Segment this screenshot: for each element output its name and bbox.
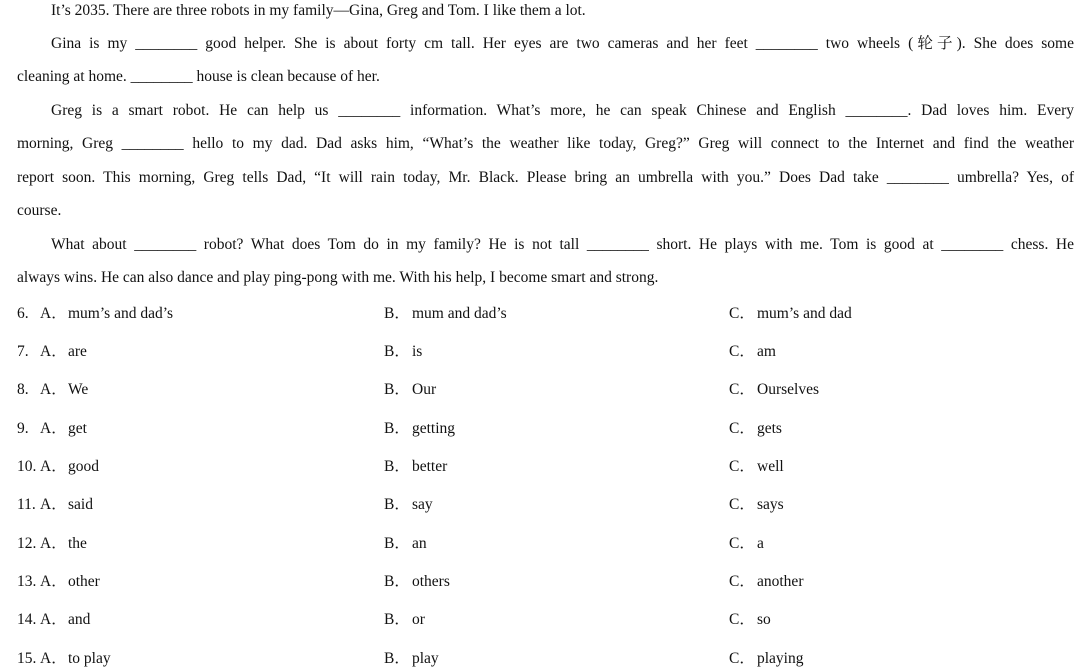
option-b[interactable] (384, 647, 439, 671)
option-letter: A． (40, 535, 67, 552)
question-row (17, 570, 1077, 594)
option-c[interactable] (729, 493, 784, 517)
option-text: so (757, 611, 771, 628)
option-text: or (412, 611, 425, 628)
option-text: playing (757, 650, 804, 667)
option-b[interactable] (384, 378, 436, 402)
option-letter: A． (40, 496, 67, 513)
option-text: to play (68, 650, 111, 667)
option-letter: C． (729, 611, 755, 628)
option-letter: C． (729, 535, 755, 552)
option-letter: B． (384, 381, 410, 398)
option-letter: B． (384, 496, 410, 513)
option-b[interactable] (384, 532, 427, 556)
option-c[interactable] (729, 378, 819, 402)
option-letter: B． (384, 420, 410, 437)
option-letter: A． (40, 305, 67, 322)
question-number: 11. (17, 496, 36, 513)
question-number: 10. (17, 458, 37, 475)
option-c[interactable] (729, 532, 764, 556)
option-letter: C． (729, 420, 755, 437)
option-letter: A． (40, 650, 67, 667)
option-text: better (412, 458, 448, 475)
question-number: 15. (17, 650, 37, 667)
option-text: is (412, 343, 423, 360)
option-a[interactable] (40, 493, 93, 517)
passage-line: It’s 2035. There are three robots in my family—Gina, Greg and Tom. I like them a lot. (51, 2, 586, 19)
question-number: 13. (17, 573, 37, 590)
option-a[interactable] (40, 455, 99, 479)
question-number: 7. (17, 343, 29, 360)
option-a[interactable] (40, 608, 90, 632)
option-a[interactable] (40, 302, 173, 326)
question-row (17, 647, 1077, 671)
passage-line: report soon. This morning, Greg tells Dad, “It will rain today, Mr. Black. Please bring an umbrella with you.” Does Dad take ________ umbrella? Yes, of (17, 169, 1074, 186)
option-text: gets (757, 420, 782, 437)
option-text: good (68, 458, 99, 475)
option-text: says (757, 496, 784, 513)
question-number: 6. (17, 305, 29, 322)
option-letter: C． (729, 496, 755, 513)
option-text: mum’s and dad (757, 305, 852, 322)
option-a[interactable] (40, 417, 87, 441)
passage-line: cleaning at home. ________ house is clean because of her. (17, 68, 380, 85)
option-letter: A． (40, 611, 67, 628)
question-row (17, 302, 1077, 326)
option-c[interactable] (729, 570, 803, 594)
question-row (17, 455, 1077, 479)
option-text: other (68, 573, 100, 590)
option-letter: B． (384, 573, 410, 590)
passage-line: Greg is a smart robot. He can help us ________ information. What’s more, he can speak Chinese and English ________. Dad loves him. Every (51, 102, 1074, 119)
option-c[interactable] (729, 647, 804, 671)
option-letter: A． (40, 573, 67, 590)
option-letter: B． (384, 305, 410, 322)
option-text: the (68, 535, 87, 552)
option-text: say (412, 496, 433, 513)
option-b[interactable] (384, 493, 433, 517)
option-b[interactable] (384, 302, 507, 326)
option-c[interactable] (729, 455, 784, 479)
option-text: mum and dad’s (412, 305, 507, 322)
option-letter: B． (384, 611, 410, 628)
option-c[interactable] (729, 302, 852, 326)
option-b[interactable] (384, 417, 455, 441)
option-letter: C． (729, 573, 755, 590)
question-row (17, 532, 1077, 556)
option-text: Ourselves (757, 381, 819, 398)
passage-line: always wins. He can also dance and play ping-pong with me. With his help, I become smart and strong. (17, 269, 659, 286)
passage-line: Gina is my ________ good helper. She is about forty cm tall. Her eyes are two cameras and her feet ________ two wheels (轮子). She does some (51, 35, 1074, 52)
question-number: 8. (17, 381, 29, 398)
question-number: 14. (17, 611, 37, 628)
option-letter: C． (729, 458, 755, 475)
question-row (17, 608, 1077, 632)
option-c[interactable] (729, 608, 771, 632)
option-letter: A． (40, 381, 67, 398)
option-letter: A． (40, 420, 67, 437)
question-row (17, 340, 1077, 364)
option-text: am (757, 343, 776, 360)
option-a[interactable] (40, 532, 87, 556)
option-b[interactable] (384, 608, 425, 632)
option-text: mum’s and dad’s (68, 305, 174, 322)
passage-line: What about ________ robot? What does Tom do in my family? He is not tall ________ short. He plays with me. Tom is good at ________ chess. He (51, 236, 1074, 253)
question-row (17, 417, 1077, 441)
option-letter: A． (40, 458, 67, 475)
option-letter: B． (384, 535, 410, 552)
option-letter: C． (729, 343, 755, 360)
option-text: a (757, 535, 764, 552)
option-b[interactable] (384, 570, 450, 594)
option-text: are (68, 343, 87, 360)
option-text: others (412, 573, 450, 590)
option-a[interactable] (40, 570, 100, 594)
question-number: 12. (17, 535, 37, 552)
option-letter: C． (729, 381, 755, 398)
option-text: get (68, 420, 87, 437)
option-a[interactable] (40, 340, 87, 364)
option-a[interactable] (40, 378, 88, 402)
option-a[interactable] (40, 647, 111, 671)
question-row (17, 378, 1077, 402)
option-text: Our (412, 381, 437, 398)
option-letter: B． (384, 343, 410, 360)
question-row (17, 493, 1077, 517)
option-c[interactable] (729, 340, 776, 364)
passage-line: morning, Greg ________ hello to my dad. Dad asks him, “What’s the weather like today, Greg?” Greg will connect to the Internet and find the weather (17, 135, 1074, 152)
option-b[interactable] (384, 455, 447, 479)
option-letter: B． (384, 650, 410, 667)
option-text: getting (412, 420, 456, 437)
option-text: play (412, 650, 439, 667)
option-text: well (757, 458, 784, 475)
option-letter: C． (729, 650, 755, 667)
passage-line: course. (17, 202, 62, 219)
option-b[interactable] (384, 340, 422, 364)
option-letter: B． (384, 458, 410, 475)
option-text: We (68, 381, 89, 398)
option-text: said (68, 496, 93, 513)
question-number: 9. (17, 420, 29, 437)
option-text: an (412, 535, 427, 552)
option-letter: C． (729, 305, 755, 322)
option-c[interactable] (729, 417, 782, 441)
option-letter: A． (40, 343, 67, 360)
option-text: and (68, 611, 91, 628)
option-text: another (757, 573, 804, 590)
